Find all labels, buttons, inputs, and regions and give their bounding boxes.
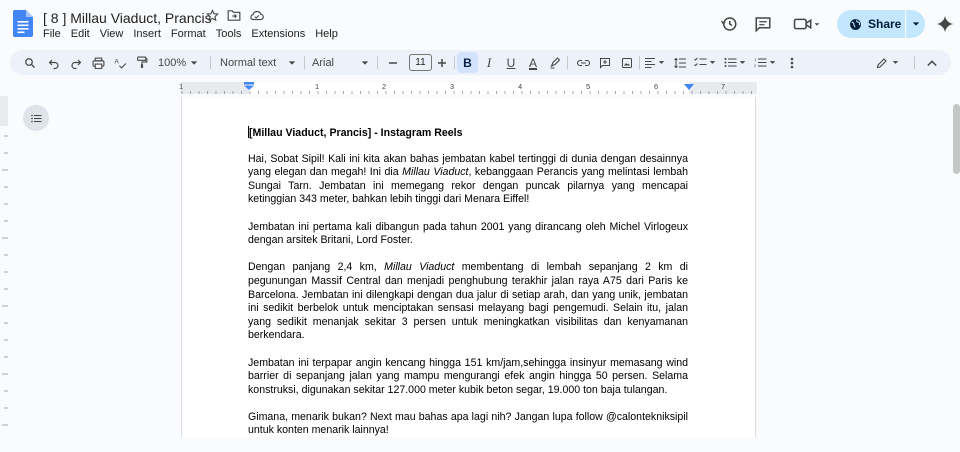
ruler-mark: 4	[518, 82, 523, 91]
undo-icon	[48, 57, 60, 69]
zoom-value: 100%	[158, 56, 187, 69]
caret-down-icon	[892, 59, 899, 66]
underline-button[interactable]: U	[506, 55, 516, 70]
globe-icon	[849, 18, 862, 31]
paragraph-text: , kebanggaan Perancis yang melintasi lembah Sungai Tarn. Jembatan ini memegang rekor dengan puncak pilarnya yang mencapai ketinggian 343 meter, bahkan lebih tinggi dari Menara Eiffel!	[248, 166, 689, 206]
paragraph	[248, 153, 688, 207]
align-left-icon	[644, 57, 656, 68]
numbered-list-button[interactable]	[754, 50, 780, 75]
right-indent-marker-icon[interactable]	[684, 84, 694, 92]
italic-button[interactable]: I	[486, 54, 492, 70]
add-comment-button[interactable]	[595, 50, 615, 75]
redo-button[interactable]	[66, 50, 86, 75]
toolbar-divider	[567, 56, 568, 69]
chevron-down-icon	[813, 20, 821, 28]
increase-font-size-button[interactable]	[432, 50, 452, 75]
line-spacing-button[interactable]	[670, 50, 690, 75]
horizontal-ruler[interactable]	[181, 82, 756, 94]
link-icon	[577, 58, 590, 68]
italic-text: Millau Viaduct	[384, 261, 455, 274]
numbered-list-icon	[754, 57, 767, 68]
highlight-color-button[interactable]	[545, 50, 565, 75]
toolbar-divider	[914, 56, 915, 69]
search-menus-button[interactable]	[20, 50, 40, 75]
paragraph-style-select[interactable]	[220, 50, 296, 75]
history-icon	[720, 15, 738, 33]
highlighter-icon	[549, 57, 561, 69]
vertical-ruler[interactable]	[0, 96, 8, 430]
paragraph-style-value: Normal text	[220, 56, 277, 69]
text-color-button[interactable]: A	[528, 55, 537, 70]
move-folder-icon[interactable]	[227, 9, 241, 22]
decrease-font-size-button[interactable]	[383, 50, 403, 75]
hide-menus-button[interactable]	[922, 50, 942, 75]
share-button[interactable]	[837, 10, 905, 38]
font-size-input[interactable]: 11	[409, 54, 432, 71]
gemini-button[interactable]	[931, 10, 959, 38]
editing-mode-select[interactable]	[876, 50, 904, 75]
share-label: Share	[868, 17, 902, 31]
spelling-check-button[interactable]	[110, 50, 130, 75]
ruler-mark: 6	[654, 82, 659, 91]
more-options-button[interactable]	[782, 50, 802, 75]
menu-extensions[interactable]: Extensions	[251, 28, 306, 40]
cloud-saved-icon[interactable]	[249, 9, 264, 22]
version-history-button[interactable]	[715, 10, 743, 38]
comments-button[interactable]	[749, 10, 777, 38]
print-icon	[92, 57, 105, 69]
caret-down-icon	[709, 59, 716, 66]
checklist-icon	[694, 57, 707, 68]
formatting-toolbar	[10, 50, 951, 75]
heading-text: [Millau Viaduct, Prancis] - Instagram Reels	[249, 127, 463, 139]
align-select[interactable]	[644, 50, 668, 75]
minus-icon	[388, 58, 398, 68]
menu-file[interactable]: File	[43, 28, 61, 40]
menu-help[interactable]: Help	[315, 28, 338, 40]
toolbar-divider	[210, 56, 211, 69]
paragraph-text: Dengan panjang 2,4 km,	[248, 261, 385, 274]
image-icon	[621, 57, 633, 69]
toolbar-divider	[639, 56, 640, 69]
caret-down-icon	[658, 59, 665, 66]
more-vertical-icon	[790, 57, 794, 69]
caret-down-icon	[288, 59, 296, 67]
svg-text:A: A	[114, 58, 119, 66]
caret-down-icon	[769, 59, 776, 66]
pencil-icon	[876, 57, 888, 69]
bold-button[interactable]: B	[457, 52, 478, 73]
docs-logo-icon[interactable]	[13, 10, 33, 37]
italic-text: Millau Viaduct	[402, 166, 469, 179]
document-body[interactable]	[248, 125, 688, 452]
menu-view[interactable]: View	[99, 28, 124, 40]
paragraph-text: membentang di lembah sepanjang 2 km di pegunungan Massif Central dan menjadi penghubung terakhir jalan raya A75 dari Paris ke Barcelona. Jembatan ini dilengkapi dengan dua jalur di setiap arah, dan yang unik, jembatan ini sedikit berbelok untuk menciptakan sensasi melayang bagi pengemudi. Selain itu, jalan yang sedikit menanjak sekitar 3 persen untuk meningkatkan visibilitas dan kenyamanan berkendara.	[248, 261, 688, 342]
menu-format[interactable]: Format	[170, 28, 206, 40]
spellcheck-icon	[114, 57, 127, 69]
ruler-mark: 1	[315, 82, 320, 91]
paragraph: Jembatan ini terpapar angin kencang hingga 151 km/jam,sehingga insinyur memasang wind barrier di sepanjang jalan yang mampu mengurangi efek angin hingga 50 persen. Selama konstruksi, digunakan sekitar 127.000 meter kubik beton segar, 19.000 ton baja tulangan.	[248, 356, 688, 396]
insert-image-button[interactable]	[617, 50, 637, 75]
print-button[interactable]	[88, 50, 108, 75]
ruler-mark: 1	[179, 82, 184, 91]
line-spacing-icon	[674, 57, 687, 69]
paint-format-icon	[136, 56, 148, 69]
checklist-button[interactable]	[694, 50, 720, 75]
video-camera-icon	[793, 16, 813, 32]
ruler-ticks	[182, 82, 757, 94]
document-heading	[248, 126, 688, 141]
share-dropdown-button[interactable]	[906, 10, 925, 38]
ruler-mark: 2	[382, 82, 387, 91]
menu-bar	[43, 28, 338, 40]
share-button-group	[837, 10, 925, 38]
star-icon[interactable]	[206, 9, 219, 22]
gemini-spark-icon	[936, 15, 954, 33]
redo-icon	[70, 57, 82, 69]
add-comment-icon	[599, 57, 611, 69]
menu-tools[interactable]: Tools	[215, 28, 242, 40]
bulleted-list-button[interactable]	[724, 50, 750, 75]
font-value: Arial	[312, 56, 335, 69]
svg-text:2: 2	[754, 63, 757, 68]
plus-icon	[437, 58, 447, 68]
ruler-mark: 7	[721, 82, 726, 91]
paragraph-text: Hai, Sobat Sipil! Kali ini kita akan bahas jembatan kabel tertinggi di dunia dengan desainnya yang elegan dan megah! Ini dia	[248, 152, 688, 179]
caret-down-icon	[190, 59, 198, 67]
zoom-select[interactable]	[158, 50, 203, 75]
document-title[interactable]: [ 8 ] Millau Viaduct, Prancis	[43, 10, 212, 26]
paint-format-button[interactable]	[132, 50, 152, 75]
caret-down-icon	[912, 20, 920, 28]
chevron-up-icon	[927, 59, 937, 67]
app-header	[0, 0, 960, 46]
ruler-mark: 3	[450, 82, 455, 91]
undo-button[interactable]	[44, 50, 64, 75]
search-icon	[24, 57, 36, 69]
title-actions	[206, 9, 264, 22]
paragraph: Gimana, menarik bukan? Next mau bahas apa lagi nih? Jangan lupa follow @calontekniksipil untuk konten menarik lainnya!	[248, 410, 688, 437]
meet-button[interactable]	[788, 10, 826, 38]
ruler-mark: 5	[586, 82, 591, 91]
menu-insert[interactable]: Insert	[133, 28, 161, 40]
caret-down-icon	[361, 59, 369, 67]
toolbar-divider	[377, 56, 378, 69]
outline-list-icon	[31, 114, 42, 123]
vertical-scrollbar[interactable]	[953, 104, 960, 174]
paragraph: Jembatan ini pertama kali dibangun pada tahun 2001 yang dirancang oleh Michel Virlogeux dengan arsitek Britani, Lord Foster.	[248, 220, 688, 247]
caret-down-icon	[739, 59, 746, 66]
toolbar-divider	[454, 56, 455, 69]
paragraph	[248, 261, 688, 343]
insert-link-button[interactable]	[573, 50, 593, 75]
svg-text:1: 1	[754, 57, 757, 62]
left-indent-marker-icon[interactable]	[244, 82, 254, 90]
toolbar-divider	[304, 56, 305, 69]
font-select[interactable]	[312, 50, 369, 75]
vertical-ruler-ticks	[0, 96, 8, 430]
document-outline-button[interactable]	[23, 105, 49, 131]
menu-edit[interactable]: Edit	[70, 28, 90, 40]
bulleted-list-icon	[724, 57, 737, 68]
comment-icon	[754, 15, 772, 33]
